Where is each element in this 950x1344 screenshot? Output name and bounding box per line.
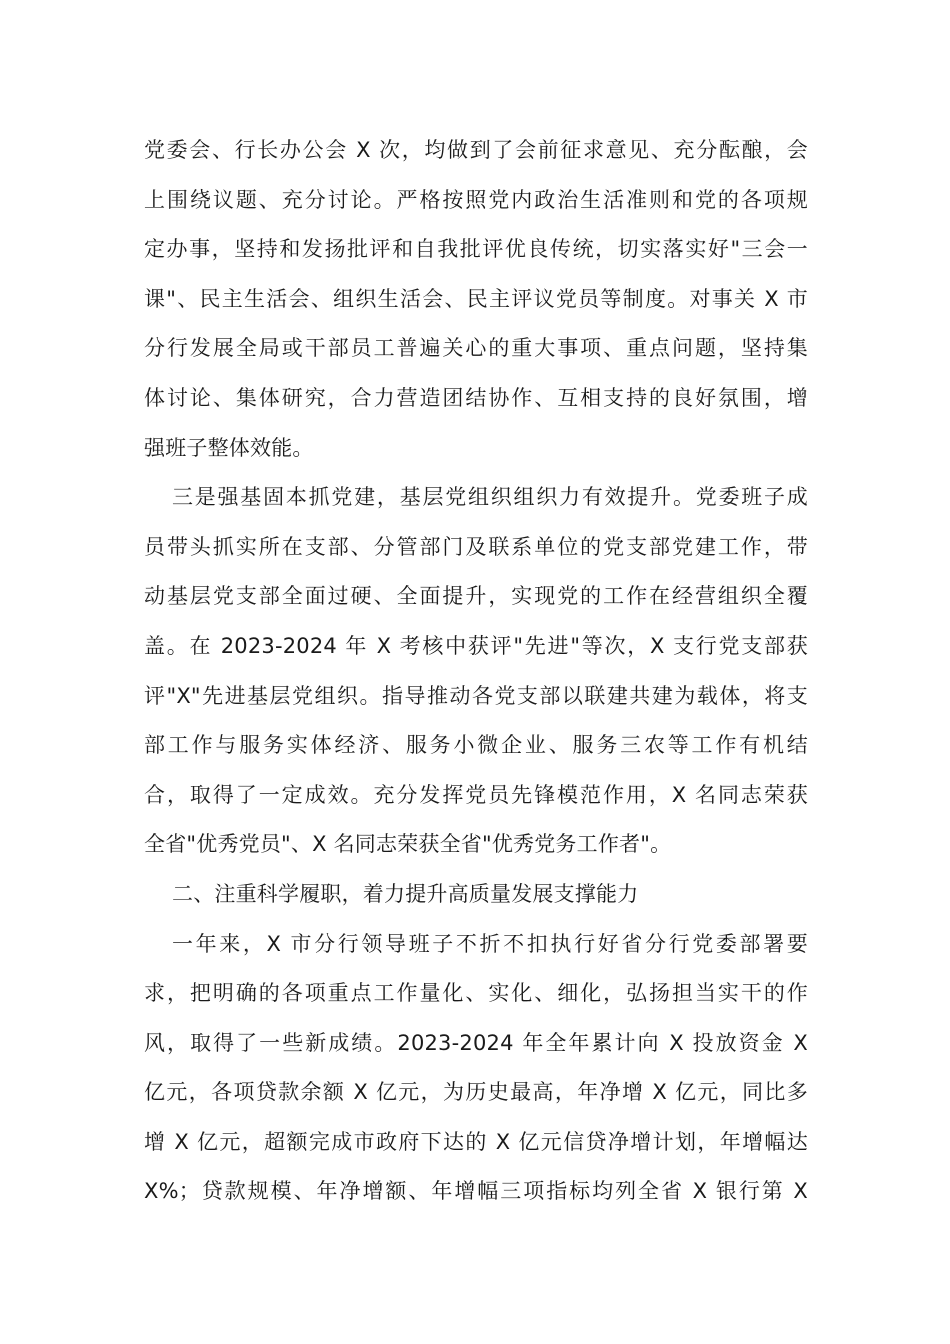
- text-line: 员带头抓实所在支部、分管部门及联系单位的党支部党建工作，带: [144, 534, 808, 559]
- text-line: 分行发展全局或干部员工普遍关心的重大事项、重点问题，坚持集: [144, 336, 808, 361]
- text-line: 合，取得了一定成效。充分发挥党员先锋模范作用，X 名同志荣获: [144, 782, 808, 807]
- section-heading-text: 二、注重科学履职，着力提升高质量发展支撑能力: [172, 881, 639, 906]
- text-line: 求，把明确的各项重点工作量化、实化、细化，弘扬担当实干的作: [144, 981, 808, 1006]
- text-line: X%；贷款规模、年净增额、年增幅三项指标均列全省 X 银行第 X: [144, 1179, 808, 1204]
- text-line: 一年来，X 市分行领导班子不折不扣执行好省分行党委部署要: [172, 931, 808, 956]
- text-line: 盖。在 2023-2024 年 X 考核中获评"先进"等次，X 支行党支部获: [144, 633, 808, 658]
- text-line: 评"X"先进基层党组织。指导推动各党支部以联建共建为载体，将支: [144, 683, 808, 708]
- document-body: [144, 126, 808, 1217]
- text-line: 党委会、行长办公会 X 次，均做到了会前征求意见、充分酝酿，会: [144, 138, 808, 162]
- text-line: 增 X 亿元，超额完成市政府下达的 X 亿元信贷净增计划，年增幅达: [144, 1129, 808, 1154]
- text-line: 上围绕议题、充分讨论。严格按照党内政治生活准则和党的各项规: [144, 187, 808, 212]
- section-heading: [144, 870, 808, 920]
- text-line: 风，取得了一些新成绩。2023-2024 年全年累计向 X 投放资金 X: [144, 1030, 808, 1055]
- text-line: 课"、民主生活会、组织生活会、民主评议党员等制度。对事关 X 市: [144, 286, 808, 311]
- text-line: 全省"优秀党员"、X 名同志荣获全省"优秀党务工作者"。: [144, 832, 672, 857]
- text-line: 定办事，坚持和发扬批评和自我批评优良传统，切实落实好"三会一: [144, 237, 808, 262]
- text-line: 动基层党支部全面过硬、全面提升，实现党的工作在经营组织全覆: [144, 584, 808, 609]
- text-line: 亿元，各项贷款余额 X 亿元，为历史最高，年净增 X 亿元，同比多: [144, 1080, 808, 1105]
- text-line: 三是强基固本抓党建，基层党组织组织力有效提升。党委班子成: [172, 485, 808, 510]
- paragraph-party-meetings: [144, 126, 808, 473]
- text-line: 体讨论、集体研究，合力营造团结协作、互相支持的良好氛围，增: [144, 385, 808, 410]
- paragraph-performance: [144, 920, 808, 1218]
- paragraph-party-building: [144, 473, 808, 870]
- text-line: 强班子整体效能。: [144, 435, 314, 460]
- text-line: 部工作与服务实体经济、服务小微企业、服务三农等工作有机结: [144, 733, 808, 758]
